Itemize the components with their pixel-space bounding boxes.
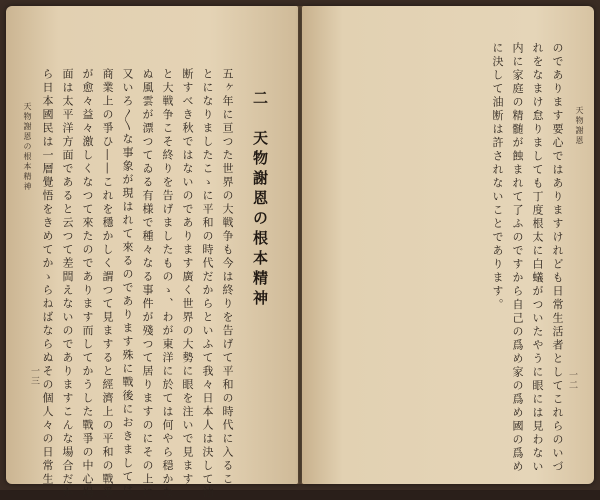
- left-line-1: 五ヶ年に亘つた世界の大戦争も今は終りを告げて平和の時代に入るこ: [221, 68, 234, 487]
- left-folio: 一三: [29, 366, 39, 386]
- left-line-5: ぬ風雲が漂つてゐる有様で種々なる事件が殘つて居りますのにその上に: [141, 68, 154, 500]
- right-page: [302, 6, 594, 484]
- right-line-3: 内に家庭の精髄が蝕まれて了ふのですから自己の爲め家の爲め國の爲め: [511, 42, 524, 474]
- right-line-1: のであります要心ではありますけれども日常生活者としてこれらのいづ: [551, 42, 564, 474]
- left-line-8: が愈々益々激しくなつて來たのであります而してかうした戰爭の中心場: [81, 68, 94, 500]
- left-line-4: と大戦争こそ終りを告げましたものゝ、わが東洋に於ては何やら穏かな: [161, 68, 174, 500]
- left-line-9: 面は太平洋方面であると云つて差閊えないのでありますこんな場合だか: [61, 68, 74, 500]
- right-running-head: 天物謝恩: [575, 106, 584, 146]
- right-line-4: に決して油断は許されないことであります。: [491, 42, 504, 312]
- left-line-3: 断すべき秋ではないのであります廣く世界の大勢に眼を注いで見ます: [181, 68, 194, 487]
- left-line-2: とになりましたこゝに平和の時代だからといふて我々日本人は決して油: [201, 68, 214, 500]
- left-line-10: ら日本國民は一層覺悟をきめてかゝらねばならぬその個人々の日常生: [41, 68, 54, 487]
- left-line-6: 又いろ〳〵な事象が現はれて來るのであります殊に戰後におきましては: [121, 68, 134, 498]
- right-line-2: れをなまけ怠りましても丁度根太に白蟻がついたやうに眼には見わない: [531, 42, 544, 474]
- right-folio: 一二: [567, 370, 577, 390]
- left-line-7: 商業上の爭ひ――これを穩かしく謂つて見ますると經濟上の平和の戰爭: [101, 68, 114, 500]
- left-running-head: 天物謝恩の根本精神: [23, 102, 32, 192]
- left-page: [6, 6, 298, 500]
- section-heading: 二 天物謝恩の根本精神: [251, 90, 269, 310]
